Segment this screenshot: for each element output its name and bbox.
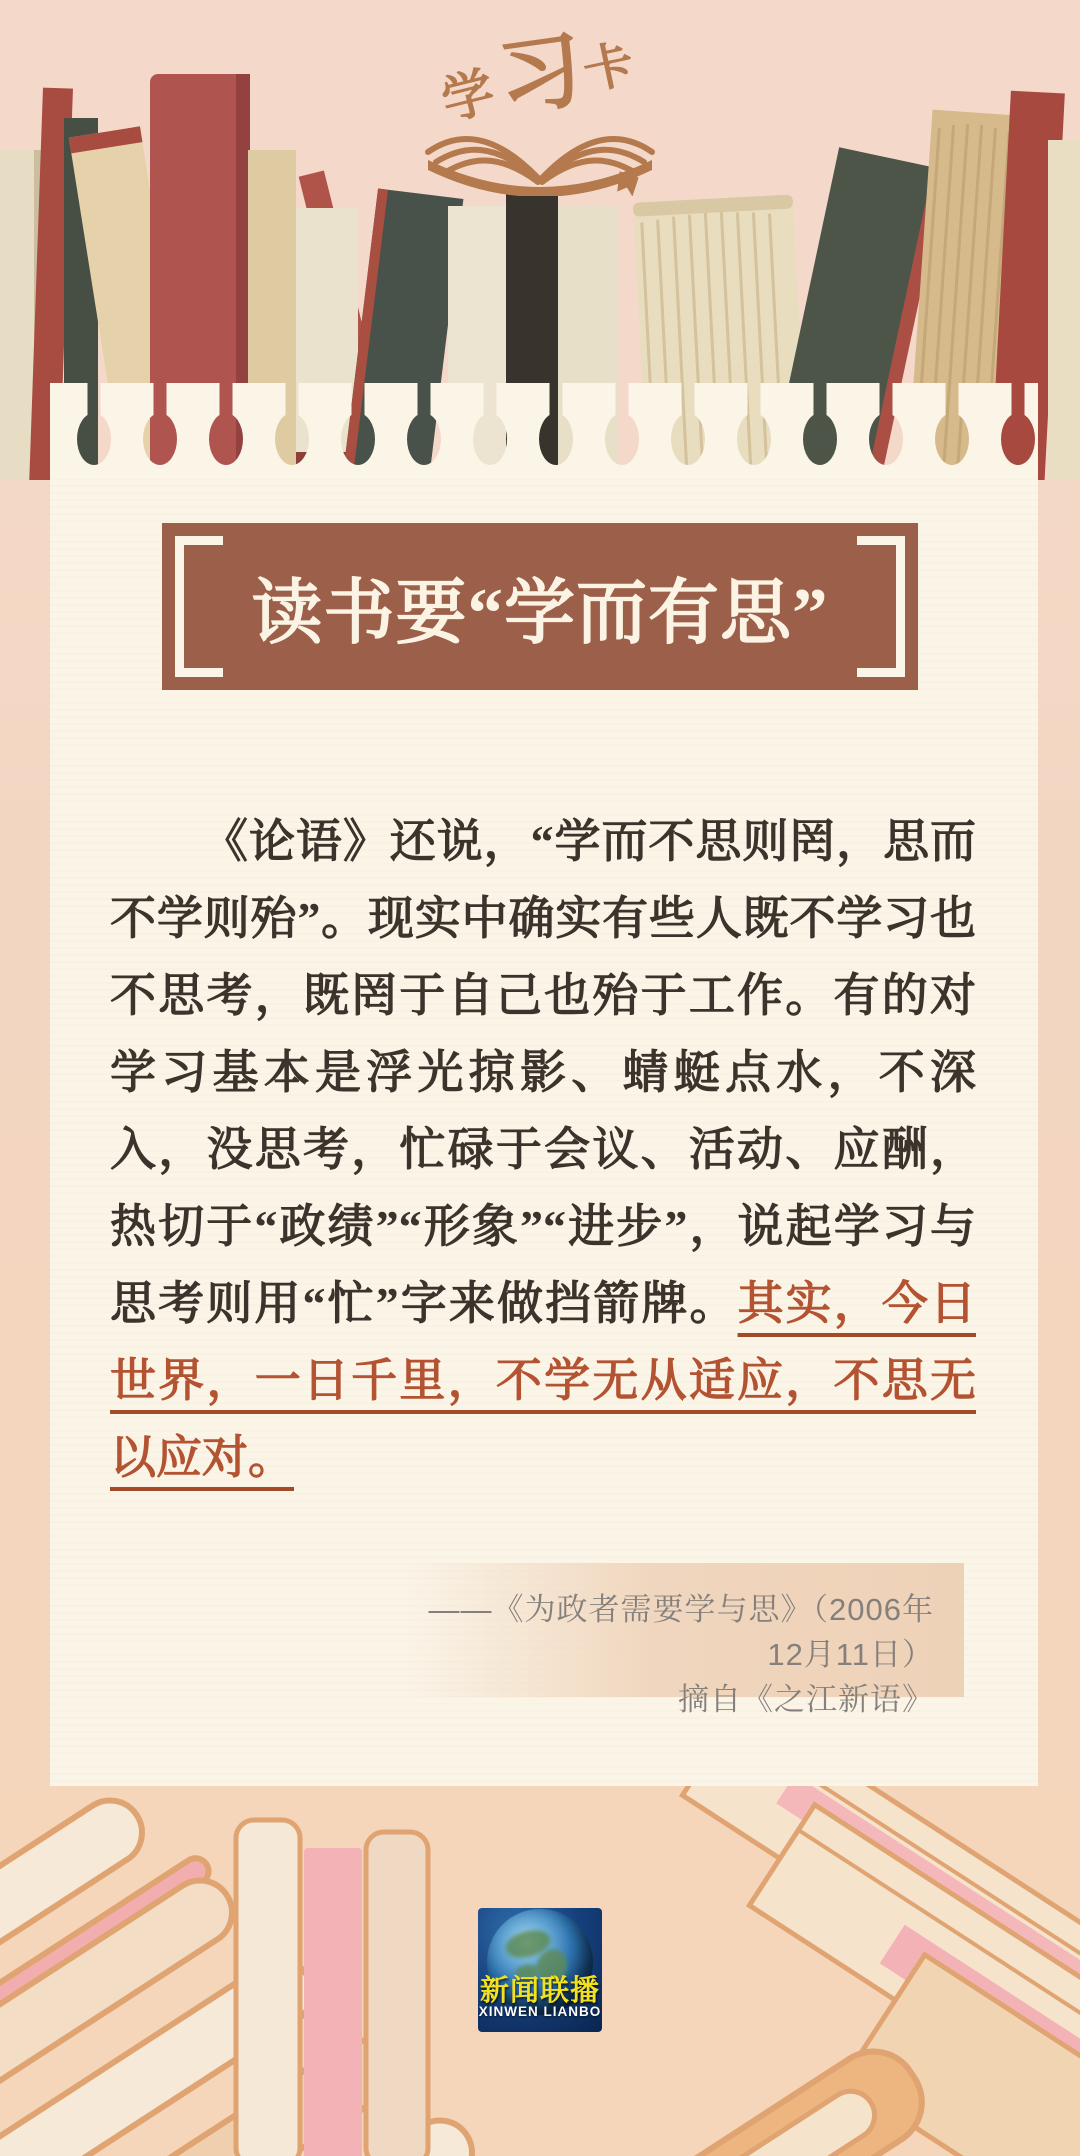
study-card-logo [390, 23, 690, 196]
left-bracket-icon [175, 536, 223, 677]
news-logo-title: 新闻联播 [479, 1975, 600, 2007]
attribution-box [400, 1563, 964, 1717]
logo-char-3: 卡 [578, 34, 639, 101]
right-bracket-icon [857, 536, 905, 677]
study-card-logo-text [390, 23, 690, 132]
note-paper [50, 383, 1038, 1793]
attribution-book: 摘自《之江新语》 [678, 1682, 934, 1717]
page-title: 读书要“学而有思” [251, 574, 829, 653]
news-logo-subtitle: XINWEN LIANBO [478, 2004, 602, 2019]
torn-edge-holes [50, 383, 1038, 479]
logo-char-1: 学 [436, 63, 501, 132]
attribution-source: ——《为政者需要学与思》（2006年12月11日） [428, 1592, 934, 1672]
quote-text-normal: 《论语》还说，“学而不思则罔，思而不学则殆”。现实中确实有些人既不学习也不思考，既罔于自己也殆于工作。有的对学习基本是浮光掠影、蜻蜓点水，不深入，没思考，忙碌于会议、活动、应酬，热切于“政绩”“形象”“进步”，说起学习与思考则用“忙”字来做挡箭牌。 [110, 816, 976, 1329]
xinwen-lianbo-logo [478, 1908, 602, 2032]
title-banner [162, 523, 918, 690]
quote-text-highlight: 其实，今日世界，一日千里，不学无从适应，不思无以应对。 [110, 1278, 977, 1483]
quote-paragraph [110, 803, 976, 1496]
logo-char-2: 习 [492, 23, 590, 128]
